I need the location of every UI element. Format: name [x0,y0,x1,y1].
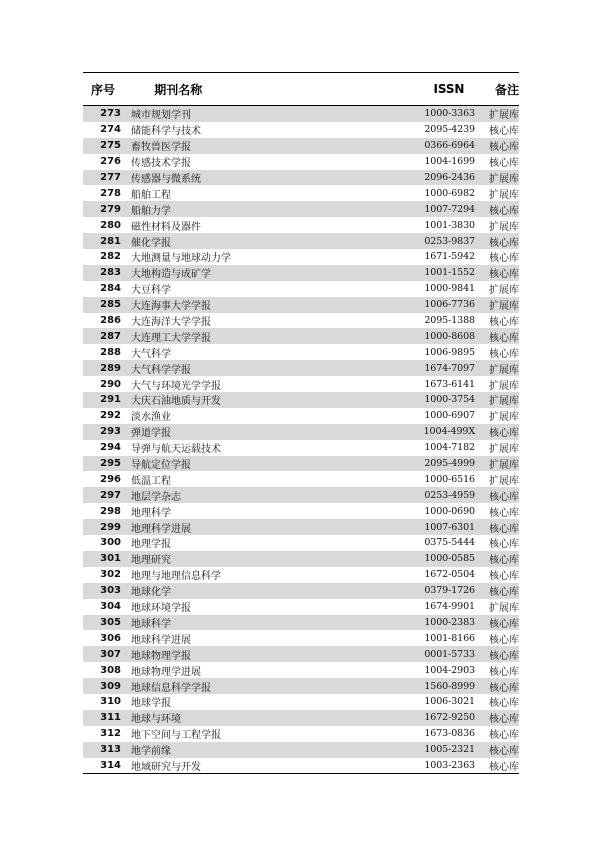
row-number: 301 [100,553,121,565]
row-number: 294 [100,442,121,454]
journal-issn: 1001-3830 [424,219,475,231]
journal-name: 地球科学 [131,618,171,630]
journal-note: 扩展库 [489,110,519,122]
journal-note: 核心库 [489,539,519,551]
journal-name: 城市规划学刊 [131,110,191,122]
table-row [83,185,519,201]
table-row [83,344,519,360]
row-number: 312 [100,728,121,740]
journal-name: 地球化学 [131,587,171,599]
table-row [83,630,519,646]
row-number: 299 [100,521,121,533]
journal-note: 核心库 [489,746,519,758]
journal-name: 地球与环境 [131,714,181,726]
row-number: 314 [100,759,121,771]
row-number: 280 [100,219,121,231]
row-number: 285 [100,299,121,311]
journal-issn: 1674-7097 [424,362,475,374]
journal-name: 地学前缘 [131,746,171,758]
table-row [83,217,519,233]
row-number: 279 [100,203,121,215]
journal-issn: 1000-9841 [424,283,475,295]
table-row [83,678,519,694]
journal-issn: 2095-4999 [424,458,475,470]
journal-issn: 1006-9895 [424,346,475,358]
journal-issn: 0375-5444 [424,537,475,549]
row-number: 300 [100,537,121,549]
journal-name: 畜牧兽医学报 [131,142,191,154]
row-number: 278 [100,187,121,199]
journal-issn: 0366-6964 [424,140,475,152]
journal-issn: 1001-1552 [424,267,475,279]
journal-note: 核心库 [489,666,519,678]
journal-issn: 1003-2363 [424,759,475,771]
journal-issn: 1000-3363 [424,108,475,120]
journal-name: 地理科学 [131,507,171,519]
table-row [83,519,519,535]
journal-name: 地理科学进展 [131,523,191,535]
journal-note: 核心库 [489,253,519,265]
journal-name: 地理研究 [131,555,171,567]
table-row [83,201,519,217]
journal-name: 导航定位学报 [131,460,191,472]
journal-name: 弹道学报 [131,428,171,440]
journal-issn: 1004-7182 [424,442,475,454]
journal-name: 磁性材料及器件 [131,221,201,233]
table-row [83,503,519,519]
table-row [83,249,519,265]
row-number: 303 [100,585,121,597]
journal-name: 大地构造与成矿学 [131,269,211,281]
journal-note: 核心库 [489,126,519,138]
journal-note: 扩展库 [489,364,519,376]
table-row [83,281,519,297]
table-row [83,726,519,742]
row-number: 305 [100,616,121,628]
journal-note: 核心库 [489,205,519,217]
journal-note: 核心库 [489,491,519,503]
journal-issn: 1000-8608 [424,330,475,342]
row-number: 291 [100,394,121,406]
journal-name: 催化学报 [131,237,171,249]
journal-note: 扩展库 [489,396,519,408]
journal-name: 大庆石油地质与开发 [131,396,221,408]
row-number: 275 [100,140,121,152]
journal-note: 核心库 [489,618,519,630]
journal-note: 扩展库 [489,221,519,233]
journal-issn: 1000-0690 [424,505,475,517]
table-body [83,106,519,773]
journal-note: 核心库 [489,428,519,440]
journal-issn: 1560-8999 [424,680,475,692]
journal-issn: 1671-5942 [424,251,475,263]
table-row [83,360,519,376]
journal-note: 核心库 [489,317,519,329]
table-bottom-rule [83,773,519,774]
table-row [83,471,519,487]
journal-issn: 1673-0836 [424,728,475,740]
row-number: 282 [100,251,121,263]
journal-note: 核心库 [489,650,519,662]
table-row [83,265,519,281]
journal-name: 大气科学学报 [131,364,191,376]
table-row [83,313,519,329]
journal-name: 地下空间与工程学报 [131,730,221,742]
row-number: 309 [100,680,121,692]
header-name: 期刊名称 [154,82,203,97]
journal-name: 大豆科学 [131,285,171,297]
table-row [83,758,519,774]
row-number: 276 [100,156,121,168]
table-row [83,535,519,551]
table-row [83,106,519,122]
journal-issn: 2095-1388 [424,315,475,327]
journal-issn: 1004-1699 [424,156,475,168]
journal-name: 大气与环境光学学报 [131,380,221,392]
table-row [83,487,519,503]
row-number: 298 [100,505,121,517]
journal-issn: 2095-4239 [424,124,475,136]
row-number: 302 [100,569,121,581]
journal-issn: 1000-2383 [424,616,475,628]
journal-issn: 0001-5733 [424,648,475,660]
row-number: 274 [100,124,121,136]
row-number: 292 [100,410,121,422]
journal-note: 扩展库 [489,285,519,297]
row-number: 284 [100,283,121,295]
table-row [83,456,519,472]
journal-name: 地理学报 [131,539,171,551]
journal-name: 船舶力学 [131,205,171,217]
journal-note: 扩展库 [489,174,519,185]
journal-issn: 1000-6907 [424,410,475,422]
journal-issn: 1006-3021 [424,696,475,708]
journal-name: 地域研究与开发 [131,761,201,773]
table-row [83,376,519,392]
journal-note: 核心库 [489,507,519,519]
journal-issn: 1000-6982 [424,187,475,199]
journal-name: 大连海洋大学学报 [131,317,211,329]
table-row [83,694,519,710]
row-number: 293 [100,426,121,438]
journal-note: 核心库 [489,682,519,694]
table-row [83,424,519,440]
row-number: 313 [100,744,121,756]
table-row [83,408,519,424]
journal-name: 导弹与航天运载技术 [131,444,221,456]
row-number: 273 [100,108,121,120]
row-number: 290 [100,378,121,390]
row-number: 306 [100,632,121,644]
journal-issn: 0379-1726 [424,585,475,597]
journal-name: 地层学杂志 [131,491,181,503]
table-row [83,138,519,154]
journal-note: 核心库 [489,761,519,773]
row-number: 295 [100,458,121,470]
journal-note: 核心库 [489,348,519,360]
row-number: 281 [100,235,121,247]
journal-name: 地球学报 [131,698,171,710]
journal-issn: 1674-9901 [424,601,475,613]
row-number: 308 [100,664,121,676]
journal-name: 大气科学 [131,348,171,360]
header-issn: ISSN [433,82,465,96]
row-number: 296 [100,473,121,485]
journal-issn: 1007-6301 [424,521,475,533]
journal-name: 大连海事大学学报 [131,301,211,313]
journal-issn: 1672-9250 [424,712,475,724]
table-row [83,615,519,631]
journal-issn: 0253-9837 [424,235,475,247]
table-row [83,646,519,662]
table-row [83,742,519,758]
journal-note: 扩展库 [489,301,519,313]
journal-issn: 0253-4959 [424,489,475,501]
journal-note: 核心库 [489,269,519,281]
journal-note: 核心库 [489,523,519,535]
journal-note: 扩展库 [489,189,519,201]
table-row [83,599,519,615]
journal-note: 核心库 [489,142,519,154]
header-note: 备注 [494,82,519,97]
journal-name: 低温工程 [131,475,171,487]
row-number: 288 [100,346,121,358]
journal-issn: 1000-0585 [424,553,475,565]
table-header [83,73,519,106]
table-row [83,328,519,344]
journal-name: 传感技术学报 [131,158,191,170]
journal-name: 传感器与微系统 [131,174,201,185]
journal-note: 核心库 [489,158,519,170]
header-no: 序号 [91,82,116,97]
journal-table [83,72,519,774]
journal-note: 核心库 [489,587,519,599]
journal-note: 核心库 [489,730,519,742]
journal-note: 核心库 [489,237,519,249]
journal-note: 扩展库 [489,475,519,487]
journal-name: 地球科学进展 [131,634,191,646]
journal-issn: 1004-499X [423,426,475,438]
row-number: 310 [100,696,121,708]
journal-name: 地球物理学进展 [131,666,201,678]
journal-name: 储能科学与技术 [131,126,201,138]
row-number: 304 [100,601,121,613]
journal-issn: 1673-6141 [424,378,475,390]
table-row [83,551,519,567]
table-row [83,710,519,726]
table-row [83,440,519,456]
journal-name: 地球物理学报 [131,650,191,662]
row-number: 286 [100,315,121,327]
table-row [83,583,519,599]
journal-note: 扩展库 [489,412,519,424]
table-row [83,154,519,170]
journal-name: 地球环境学报 [131,603,191,615]
table-row [83,662,519,678]
journal-issn: 1006-7736 [424,299,475,311]
journal-note: 核心库 [489,634,519,646]
journal-note: 扩展库 [489,603,519,615]
journal-name: 大连理工大学学报 [131,332,211,344]
journal-name: 船舶工程 [131,189,171,201]
journal-note: 扩展库 [489,380,519,392]
journal-issn: 1000-3754 [424,394,475,406]
table-row [83,122,519,138]
table-row [83,567,519,583]
table-row [83,233,519,249]
journal-issn: 1005-2321 [424,744,475,756]
journal-note: 核心库 [489,555,519,567]
journal-name: 淡水渔业 [131,412,171,424]
row-number: 287 [100,330,121,342]
journal-note: 核心库 [489,698,519,710]
journal-name: 地理与地理信息科学 [131,571,221,583]
journal-issn: 1001-8166 [424,632,475,644]
journal-issn: 2096-2436 [424,172,475,183]
journal-issn: 1000-6516 [424,473,475,485]
row-number: 311 [100,712,121,724]
journal-name: 地球信息科学学报 [131,682,211,694]
row-number: 307 [100,648,121,660]
journal-note: 扩展库 [489,444,519,456]
journal-note: 核心库 [489,714,519,726]
journal-note: 核心库 [489,332,519,344]
journal-name: 大地测量与地球动力学 [131,253,231,265]
journal-issn: 1004-2903 [424,664,475,676]
row-number: 277 [100,172,121,183]
row-number: 297 [100,489,121,501]
table-row [83,392,519,408]
journal-issn: 1672-0504 [424,569,475,581]
journal-issn: 1007-7294 [424,203,475,215]
row-number: 289 [100,362,121,374]
table-row [83,170,519,186]
journal-note: 核心库 [489,571,519,583]
table-row [83,297,519,313]
journal-note: 扩展库 [489,460,519,472]
row-number: 283 [100,267,121,279]
